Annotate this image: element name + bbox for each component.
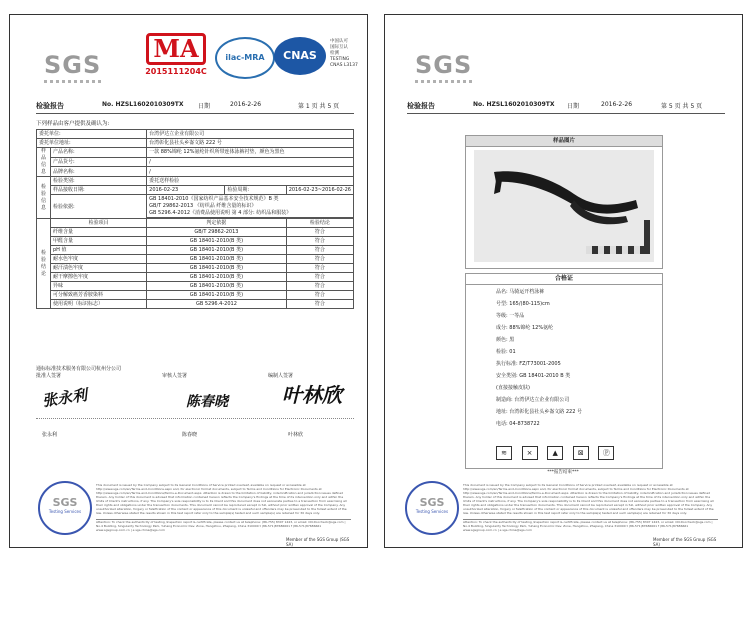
results-header-basis: 判定依据 xyxy=(147,219,287,228)
qualification-certificate xyxy=(465,273,663,469)
cnas-logo: CNAS xyxy=(274,37,326,75)
test-type-label: 检验类别: xyxy=(51,177,147,186)
report-title: 检验报告 xyxy=(407,102,435,110)
cert-row: 号型: 165/(80-115)cm xyxy=(496,301,550,307)
ilac-mra-logo: ilac-MRA xyxy=(215,37,275,79)
result-row: 甲醛含量 GB 18401-2010(B 类) 符合 xyxy=(37,237,354,246)
received-date-label: 样品接收日期: xyxy=(51,186,147,195)
address-line: Attention: To check the authenticity of testing /inspection report & certificate, please contact us at telephone: (86-755) 8307 1443, or email: CN.Doccheck@sgs.com | No.4 Building, Singularity Technology Park, Yuhang Economic Dev. Zone, Hangzhou, Zhejiang, China 310000 t (86-571)87686661 f (86-571)87686661 www.sgsgroup.com.cn | e sgs.china@sgs.com xyxy=(463,519,718,534)
result-row: 耐干摩擦色牢度 GB 18401-2010(B 类) 符合 xyxy=(37,273,354,282)
no-bleach-icon: ⨯ xyxy=(522,446,538,460)
result-row: pH 值 GB 18401-2010(B 类) 符合 xyxy=(37,246,354,255)
bleach-triangle-icon: ▲ xyxy=(547,446,563,460)
company-name: 通标标准技术服务有限公司杭州分公司 xyxy=(36,366,122,372)
certificate-title: 合格证 xyxy=(466,274,662,285)
editor-name: 叶林欣 xyxy=(288,432,304,438)
client-label: 委托单位: xyxy=(37,130,147,139)
cert-row: 等级: 一等品 xyxy=(496,313,525,319)
fine-print: This document is issued by the Company subject to its General Conditions of Service printed overleaf, available on request or accessible at http://www.sgs.com/en/Terms-and-Conditions.aspx and, for electronic format documents, subject to Terms and Conditions for Electronic Documents at http://www.sgs.com/en/Terms-and-Conditions/Terms-e-Document.aspx. Attention is drawn to the limitation of liability, indemnification and jurisdiction issues defined therein. Any holder of this document is advised that information contained hereon reflects the Company's findings at the time of its intervention only and within the limits of Client's instructions, if any. The Company's sole responsibility is to its Client and this document does not exonerate parties to a transaction from exercising all their rights and obligations under the transaction documents. This document cannot be reproduced except in full, without prior written approval of the Company. Any unauthorized alteration, forgery or falsification of the content or appearance of this document is unlawful and offenders may be prosecuted to the fullest extent of the law. Unless otherwise stated the results shown in this test report refer only to the sample(s) tested and such sample(s) are retained for 30 days only. xyxy=(96,483,347,515)
test-info-label: 检验信息 xyxy=(37,177,51,219)
cert-row: 执行标准: FZ/T73001-2005 xyxy=(496,361,561,367)
no-tumble-dry-icon: ⊠ xyxy=(573,446,589,460)
report-footer xyxy=(403,481,721,547)
product-name-label: 产品名称: xyxy=(51,148,147,158)
report-header xyxy=(36,97,354,114)
cert-row: 颜色: 黑 xyxy=(496,337,515,343)
report-page-5 xyxy=(384,14,743,548)
member-text: Member of the SGS Group (SGS SA) xyxy=(653,537,717,547)
signature-area xyxy=(36,355,354,445)
received-date-value: 2016-02-23 xyxy=(147,186,225,195)
reviewer-signature: 陈春晓 xyxy=(186,394,228,410)
report-number: No. HZSL1602010309TX xyxy=(473,101,555,108)
results-header-result: 检验结论 xyxy=(286,219,353,228)
dry-clean-icon: Ⓟ xyxy=(598,446,614,460)
address-line: Attention: To check the authenticity of testing /inspection report & certificate, please contact us at telephone: (86-755) 8307 1443, or email: CN.Doccheck@sgs.com | No.4 Building, Singularity Technology Park, Yuhang Economic Dev. Zone, Hangzhou, Zhejiang, China 310000 t (86-571)87686661 f (86-571)87686661 www.sgsgroup.com.cn | e sgs.china@sgs.com xyxy=(96,519,351,534)
result-row: 使用说明（标识标志） GB 5296.4-2012 符合 xyxy=(37,300,354,309)
wash-icon: ≋ xyxy=(496,446,512,460)
approver-name: 张永利 xyxy=(42,432,58,438)
report-number: No. HZSL1602010309TX xyxy=(102,101,184,108)
period-value: 2016-02-23~2016-02-26 xyxy=(286,186,353,195)
report-table xyxy=(36,129,354,309)
client-address-label: 委托单位地址: xyxy=(37,139,147,148)
cert-row: 成分: 88%锦纶 12%氨纶 xyxy=(496,325,554,331)
result-row: 耐水色牢度 GB 18401-2010(B 类) 符合 xyxy=(37,255,354,264)
report-end-text: ***报告结束*** xyxy=(547,470,579,475)
swim-trunk-pad-image xyxy=(474,150,654,262)
photo-title: 样品图片 xyxy=(466,136,662,147)
cert-row: 安全类别: GB 18401-2010 B 类 xyxy=(496,373,571,379)
sgs-seal: SGS Testing Services xyxy=(38,481,92,535)
page-info: 第 5 页 共 5 页 xyxy=(661,103,703,110)
report-header xyxy=(407,97,725,114)
client-value: 台湾伊达立企业有限公司 xyxy=(147,130,354,139)
editor-signature: 叶林欣 xyxy=(282,383,342,407)
result-row: 纤维含量 GB/T 29862-2013 符合 xyxy=(37,228,354,237)
cma-logo: MA 2015111204C xyxy=(145,34,207,76)
basis-values: GB 18401-2010《国家纺织产品基本安全技术规范》B 类 GB/T 29862-2013 《纺织品 纤维含量的标识》 GB 5296.4-2012《消费品使用说明 第 4 部分: 纺织品和服装》 xyxy=(147,195,354,218)
results-header-item: 检验项目 xyxy=(51,219,147,228)
product-name-value: 一款 88%锦纶 12%氨纶针织所带连体泳裤衬垫，颜色为黑色 xyxy=(147,148,354,158)
sgs-seal: SGS Testing Services xyxy=(405,481,459,535)
approver-signature: 张永利 xyxy=(41,385,89,411)
conclusion-label: 检验结论 xyxy=(37,219,51,309)
result-row: 异味 GB 18401-2010(B 类) 符合 xyxy=(37,282,354,291)
report-date: 2016-2-26 xyxy=(601,101,633,108)
sample-photo-box xyxy=(465,135,663,269)
brand-value: / xyxy=(147,167,354,177)
signature-line xyxy=(36,418,354,420)
sgs-logo: SGS xyxy=(415,51,472,87)
report-footer xyxy=(36,481,354,547)
member-text: Member of the SGS Group (SGS SA) xyxy=(286,537,350,547)
result-row: 可分解致癌芳香胺染料 GB 18401-2010(B 类) 符合 xyxy=(37,291,354,300)
cert-row: 地址: 台湾彰化县社头乡崙文路 222 号 xyxy=(496,409,582,415)
date-label: 日期 xyxy=(567,103,580,110)
test-type-value: 委托送样检验 xyxy=(147,177,354,186)
client-address-value: 台湾彰化县社头乡崙文路 222 号 xyxy=(147,139,354,148)
date-label: 日期 xyxy=(198,103,211,110)
product-no-value: / xyxy=(147,157,354,167)
sample-info-label: 样品信息 xyxy=(37,148,51,177)
product-no-label: 产品货号: xyxy=(51,157,147,167)
cert-row: (直接接触皮肤) xyxy=(496,385,530,391)
care-symbols xyxy=(496,446,622,460)
reviewer-name: 陈春晓 xyxy=(182,432,198,438)
cert-row: 检验: 01 xyxy=(496,349,516,355)
approver-label: 批准人签署 xyxy=(36,373,62,379)
page-info: 第 1 页 共 5 页 xyxy=(298,103,340,110)
report-page-1 xyxy=(9,14,368,548)
editor-label: 编制人签署 xyxy=(268,373,294,379)
fine-print: This document is issued by the Company subject to its General Conditions of Service printed overleaf, available on request or accessible at http://www.sgs.com/en/Terms-and-Conditions.aspx and, for electronic format documents, subject to Terms and Conditions for Electronic Documents at http://www.sgs.com/en/Terms-and-Conditions/Terms-e-Document.aspx. Attention is drawn to the limitation of liability, indemnification and jurisdiction issues defined therein. Any holder of this document is advised that information contained hereon reflects the Company's findings at the time of its intervention only and within the limits of Client's instructions, if any. The Company's sole responsibility is to its Client and this document does not exonerate parties to a transaction from exercising all their rights and obligations under the transaction documents. This document cannot be reproduced except in full, without prior written approval of the Company. Any unauthorized alteration, forgery or falsification of the content or appearance of this document is unlawful and offenders may be prosecuted to the fullest extent of the law. Unless otherwise stated the results shown in this test report refer only to the sample(s) tested and such sample(s) are retained for 30 days only. xyxy=(463,483,714,515)
report-title: 检验报告 xyxy=(36,102,64,110)
sample-photo xyxy=(474,150,654,262)
cnas-caption: 中国认可 国际互认 检测 TESTING CNAS L3137 xyxy=(330,39,358,68)
cert-row: 电话: 04-8738722 xyxy=(496,421,540,427)
result-row: 耐汗渍色牢度 GB 18401-2010(B 类) 符合 xyxy=(37,264,354,273)
intro-text: 下列样品由客户提供及确认为: xyxy=(36,121,110,127)
reviewer-label: 审核人签署 xyxy=(162,373,188,379)
sgs-logo: SGS xyxy=(44,51,101,87)
report-date: 2016-2-26 xyxy=(230,101,262,108)
cert-row: 品名: 马骑运开档泳裤 xyxy=(496,289,545,295)
period-label: 检验周期: xyxy=(225,186,286,195)
basis-label: 检验依据: xyxy=(51,195,147,219)
brand-label: 品牌名称: xyxy=(51,167,147,177)
cert-row: 制造商: 台湾伊达立企业有限公司 xyxy=(496,397,570,403)
